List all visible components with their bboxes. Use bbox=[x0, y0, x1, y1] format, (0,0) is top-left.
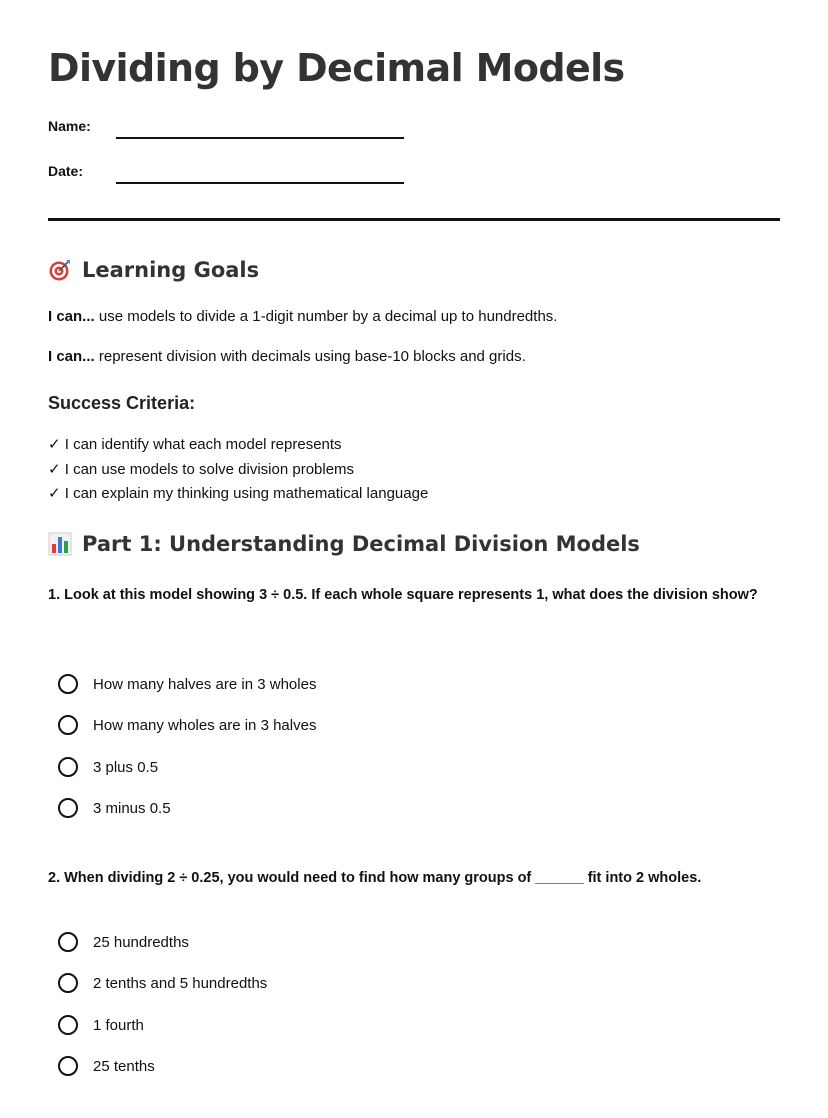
q2-option-1[interactable] bbox=[58, 929, 189, 955]
goal-1-text: use models to divide a 1-digit number by a decimal up to hundredths. bbox=[94, 308, 558, 325]
goal-2 bbox=[48, 348, 526, 365]
q2-option-4[interactable] bbox=[58, 1053, 155, 1079]
q1-option-2[interactable] bbox=[58, 712, 316, 738]
criteria-item: ✓ I can explain my thinking using mathematical language bbox=[48, 485, 429, 502]
q2-option-3[interactable] bbox=[58, 1012, 144, 1038]
header-divider bbox=[48, 218, 780, 221]
part1-title: Part 1: Understanding Decimal Division Models bbox=[82, 532, 640, 556]
target-icon bbox=[48, 258, 72, 282]
part1-heading bbox=[48, 532, 640, 556]
q2-option-2[interactable] bbox=[58, 970, 267, 996]
option-label: 25 tenths bbox=[93, 1057, 155, 1075]
name-field[interactable] bbox=[48, 118, 408, 142]
criteria-item: ✓ I can use models to solve division problems bbox=[48, 460, 355, 478]
radio-button[interactable] bbox=[58, 1015, 78, 1035]
radio-button[interactable] bbox=[58, 798, 78, 818]
q1-option-1[interactable] bbox=[58, 671, 316, 697]
learning-goals-heading bbox=[48, 258, 259, 282]
option-label: 3 plus 0.5 bbox=[93, 758, 159, 776]
name-label: Name: bbox=[48, 118, 91, 134]
option-label: 2 tenths and 5 hundredths bbox=[93, 974, 268, 992]
option-label: 3 minus 0.5 bbox=[93, 799, 171, 817]
q1-option-4[interactable] bbox=[58, 795, 171, 821]
learning-goals-title: Learning Goals bbox=[82, 258, 260, 282]
option-label: 1 fourth bbox=[93, 1016, 144, 1034]
question-2: 2. When dividing 2 ÷ 0.25, you would need to find how many groups of ______ fit into 2 wholes. bbox=[48, 870, 702, 886]
success-criteria-heading: Success Criteria: bbox=[48, 393, 196, 413]
date-label: Date: bbox=[48, 163, 84, 179]
question-1: 1. Look at this model showing 3 ÷ 0.5. If each whole square represents 1, what does the division show? bbox=[48, 587, 758, 603]
date-field[interactable] bbox=[48, 163, 408, 187]
goal-2-prefix: I can... bbox=[48, 348, 95, 365]
radio-button[interactable] bbox=[58, 1056, 78, 1076]
goal-1 bbox=[48, 308, 557, 325]
name-input-line[interactable] bbox=[116, 137, 404, 139]
radio-button[interactable] bbox=[58, 757, 78, 777]
option-label: How many halves are in 3 wholes bbox=[93, 675, 317, 693]
radio-button[interactable] bbox=[58, 932, 78, 952]
radio-button[interactable] bbox=[58, 973, 78, 993]
date-input-line[interactable] bbox=[116, 182, 404, 184]
option-label: How many wholes are in 3 halves bbox=[93, 716, 317, 734]
option-label: 25 hundredths bbox=[93, 933, 189, 951]
page-title: Dividing by Decimal Models bbox=[48, 46, 625, 90]
radio-button[interactable] bbox=[58, 715, 78, 735]
criteria-item: ✓ I can identify what each model represents bbox=[48, 436, 342, 453]
radio-button[interactable] bbox=[58, 674, 78, 694]
q1-option-3[interactable] bbox=[58, 754, 158, 780]
success-criteria-list bbox=[48, 435, 428, 509]
bar-chart-icon bbox=[48, 532, 72, 556]
goal-1-prefix: I can... bbox=[48, 308, 95, 325]
goal-2-text: represent division with decimals using base-10 blocks and grids. bbox=[94, 348, 526, 365]
